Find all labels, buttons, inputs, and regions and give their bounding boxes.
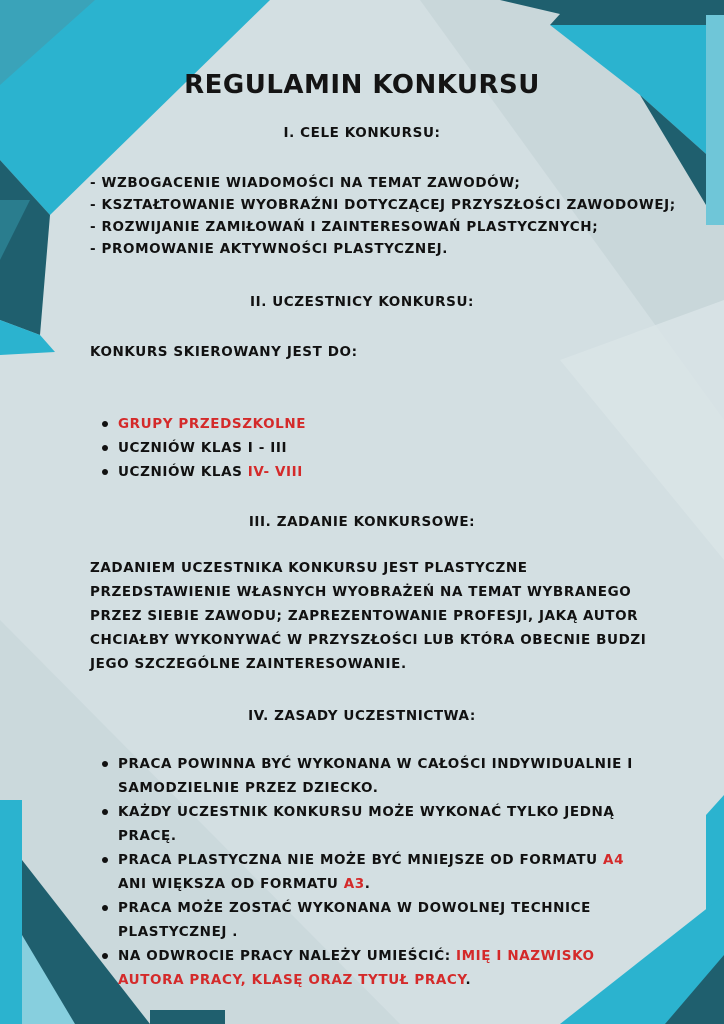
goal-item: - KSZTAŁTOWANIE WYOBRAŹNI DOTYCZĄCEJ PRZYSZŁOŚCI ZAWODOWEJ;	[90, 197, 676, 213]
task-description: ZADANIEM UCZESTNIKA KONKURSU JEST PLASTYCZNE PRZEDSTAWIENIE WŁASNYCH WYOBRAŻEŃ NA TEMAT WYBRANEGO PRZEZ SIEBIE ZAWODU; ZAPREZENTOWANIE PROFESJI, JAKĄ AUTOR CHCIAŁBY WYKONYWAĆ W PRZYSZŁOŚCI LUB KTÓRA OBECNIE BUDZI JEGO SZCZEGÓLNE ZAINTERESOWANIE.	[90, 560, 647, 672]
classes-4-8-highlight: IV- VIII	[247, 464, 303, 480]
label-rule-end: .	[465, 972, 472, 988]
group-item-classes-1-3: UCZNIÓW KLAS I - III	[100, 436, 640, 460]
label-rule-highlight: IMIĘ I NAZWISKO AUTORA PRACY, KLASĘ ORAZ TYTUŁ PRACY	[118, 948, 595, 988]
format-min: A4	[603, 852, 625, 868]
label-rule-text: NA ODWROCIE PRACY NALEŻY UMIEŚCIĆ:	[118, 948, 456, 964]
rule-item-format	[100, 848, 640, 896]
goal-item: - PROMOWANIE AKTYWNOŚCI PLASTYCZNEJ.	[90, 241, 449, 257]
classes-4-8-prefix: UCZNIÓW KLAS	[118, 464, 248, 480]
format-rule-text-2: ANI WIĘKSZA OD FORMATU	[118, 876, 344, 892]
goals-list	[90, 172, 676, 260]
rule-item-individual: PRACA POWINNA BYĆ WYKONANA W CAŁOŚCI INDYWIDUALNIE I SAMODZIELNIE PRZEZ DZIECKO.	[100, 752, 640, 800]
section-heading-rules: IV. ZASADY UCZESTNICTWA:	[248, 708, 476, 724]
format-rule-end: .	[364, 876, 371, 892]
rule-item-label	[100, 944, 640, 992]
rule-item-technique: PRACA MOŻE ZOSTAĆ WYKONANA W DOWOLNEJ TECHNICE PLASTYCZNEJ .	[100, 896, 640, 944]
section-heading-goals: I. CELE KONKURSU:	[283, 125, 441, 141]
section-heading-task: III. ZADANIE KONKURSOWE:	[248, 514, 476, 530]
participants-intro: KONKURS SKIEROWANY JEST DO:	[90, 344, 358, 360]
section-heading-participants: II. UCZESTNICY KONKURSU:	[249, 294, 475, 310]
group-item-preschool	[100, 412, 640, 436]
rules-list	[100, 752, 640, 992]
format-max: A3	[343, 876, 365, 892]
group-item-classes-4-8	[100, 460, 640, 484]
goal-item: - ROZWIJANIE ZAMIŁOWAŃ I ZAINTERESOWAŃ PLASTYCZNYCH;	[90, 219, 599, 235]
goal-item: - WZBOGACENIE WIADOMOŚCI NA TEMAT ZAWODÓW;	[90, 175, 521, 191]
preschool-label: GRUPY PRZEDSZKOLNE	[118, 416, 307, 432]
participant-groups-list	[100, 412, 640, 484]
format-rule-text: PRACA PLASTYCZNA NIE MOŻE BYĆ MNIEJSZE OD FORMATU	[118, 852, 604, 868]
rule-item-one-work: KAŻDY UCZESTNIK KONKURSU MOŻE WYKONAĆ TYLKO JEDNĄ PRACĘ.	[100, 800, 640, 848]
document-title: REGULAMIN KONKURSU	[184, 70, 540, 100]
